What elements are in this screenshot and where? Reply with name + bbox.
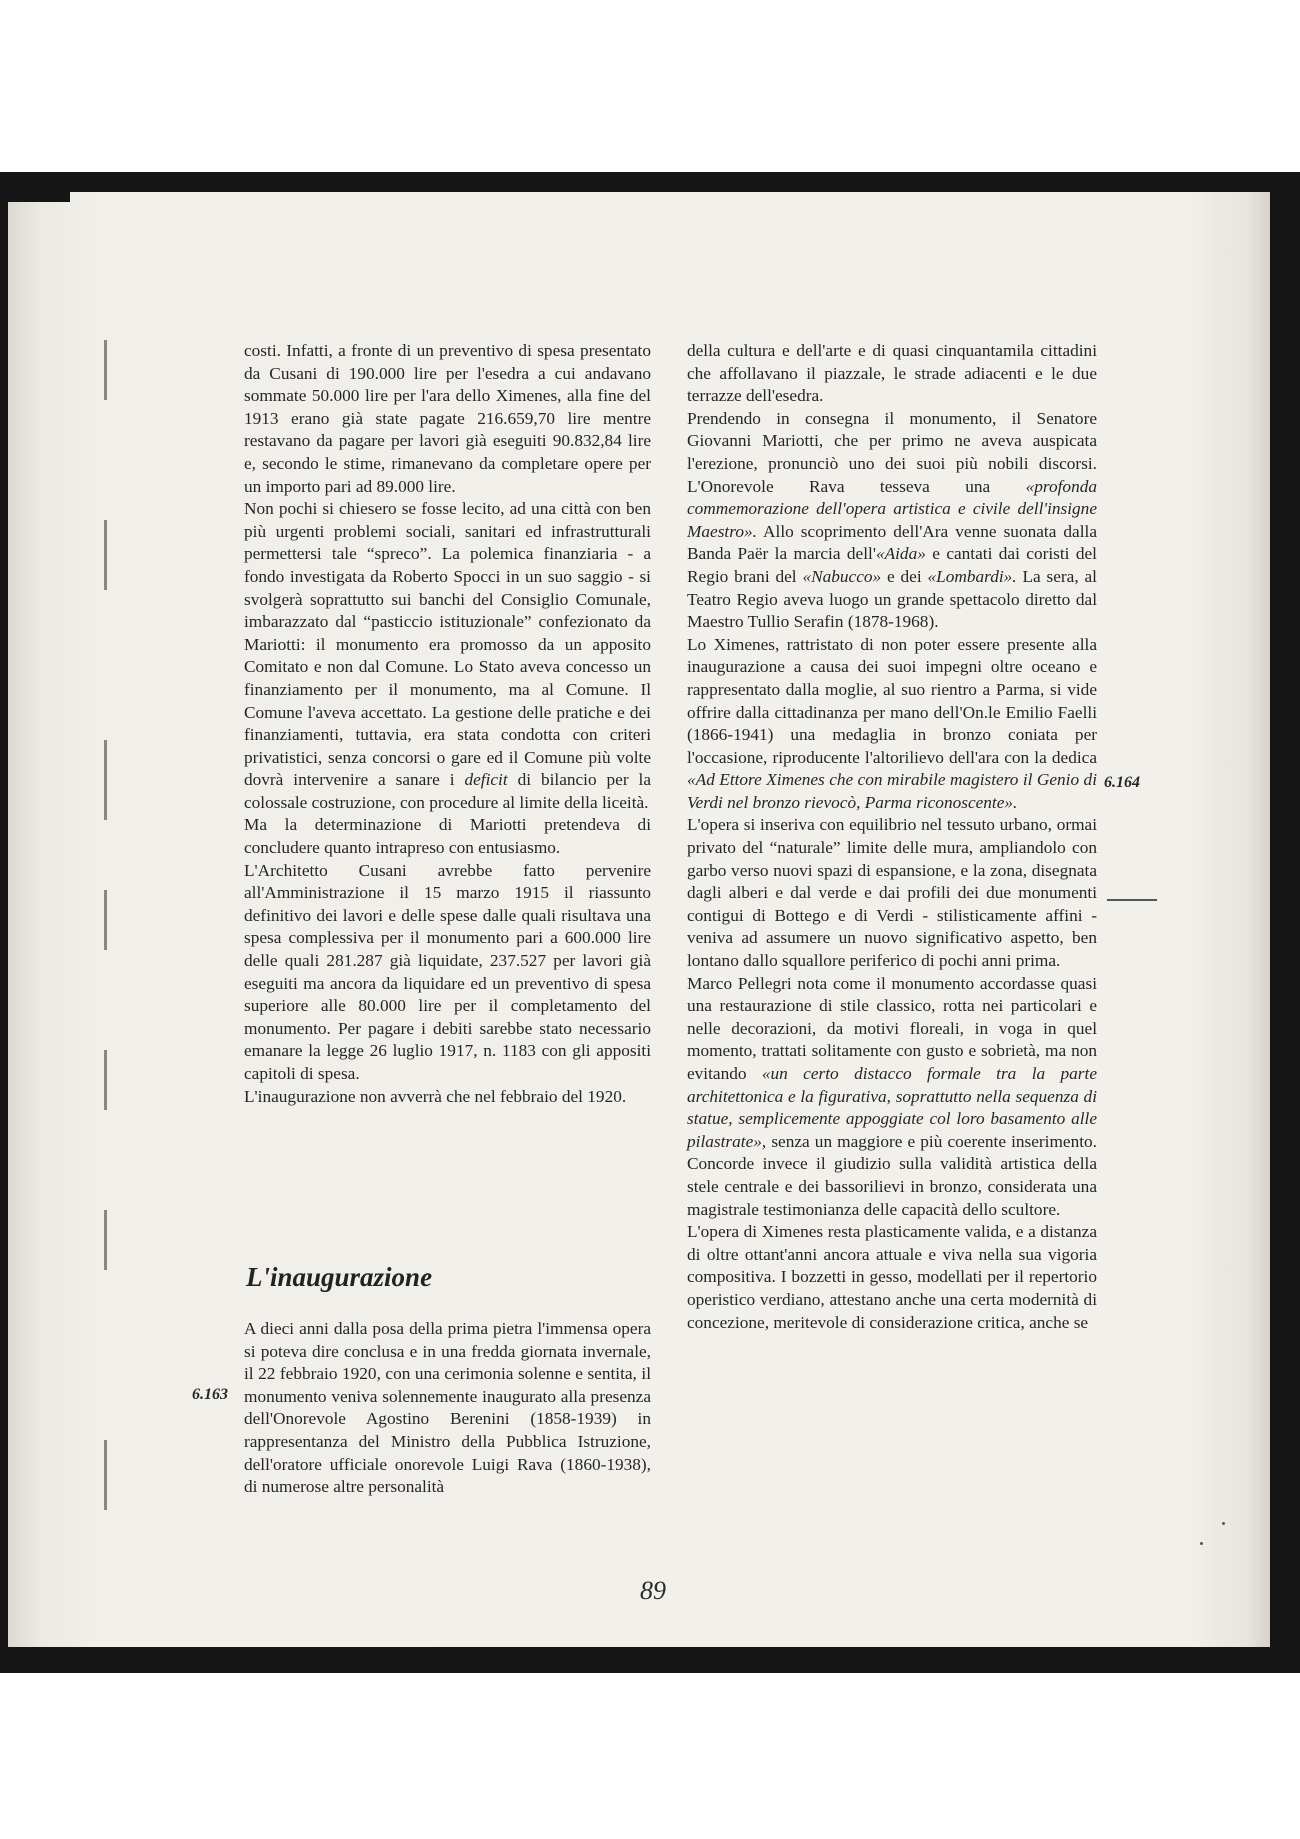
quotation: «profonda commemorazione dell'opera artistica e civile dell'insigne Maestro». — [687, 476, 1097, 541]
paragraph: L'opera si inseriva con equilibrio nel tessuto urbano, ormai privato del “naturale” limite delle mura, ampliandolo con garbo verso nuovi spazi di espansione, e la zona, disegnata dagli alberi e dal verde e dai profili dei due monumenti contigui di Bottego e di Verdi - stilisticamente affini - veniva ad assumere un nuovo significativo aspetto, ben lontano dallo squallore periferico di pochi anni prima. — [687, 815, 1097, 971]
paragraph: costi. Infatti, a fronte di un preventivo di spesa presentato da Cusani di 190.000 lire per l'esedra a cui andavano sommate 50.000 lire per l'ara dello Ximenes, alla fine del 1913 erano già state pagate 216.659,70 lire mentre restavano da pagare per lavori già eseguiti 90.832,84 lire e, secondo le stime, rimanevano da completare opere per un importo pari ad 89.000 lire. — [244, 341, 651, 496]
paragraph — [687, 973, 1097, 1222]
page-number: 89 — [640, 1576, 666, 1605]
paragraph-text: e dei — [887, 566, 922, 586]
gutter-mark — [104, 340, 107, 400]
scan-background — [0, 0, 1300, 172]
paragraph: A dieci anni dalla posa della prima pietra l'immensa opera si poteva dire conclusa e in una fredda giornata invernale, il 22 febbraio 1920, con una cerimonia solenne e sentita, il monumento veniva solennemente inaugurato alla presenza dell'Onorevole Agostino Berenini (1858-1939) in rappresentanza del Ministro della Pubblica Istruzione, dell'oratore ufficiale onorevole Luigi Rava (1860-1938), di numerose altre personalità — [244, 1319, 651, 1497]
figure-reference: 6.163 — [192, 1386, 228, 1403]
gutter-mark — [104, 740, 107, 820]
paragraph: Ma la determinazione di Mariotti pretendeva di concludere quanto intrapreso con entusiasmo. — [244, 815, 651, 858]
quotation: «Ad Ettore Ximenes che con mirabile magistero il Genio di Verdi nel bronzo rievocò, Parma riconoscente». — [687, 770, 1097, 812]
paragraph-text: Lo Ximenes, rattristato di non poter essere presente alla inaugurazione a causa dei suoi impegni oltre oceano e rappresentato dalla moglie, al suo rientro a Parma, si vide offrire dalla cittadinanza per mano dell'On.le Emilio Faelli (1866-1941) una medaglia in bronzo coniata per l'occasione, riproducente l'altorilievo dell'ara con la dedica — [687, 634, 1097, 767]
gutter-mark — [104, 890, 107, 950]
paragraph-text: Non pochi si chiesero se fosse lecito, ad una città con ben più urgenti problemi sociali, sanitari ed infrastrutturali permettersi tale “spreco”. La polemica finanziaria - a fondo investigata da Roberto Spocci in un suo saggio - si svolgerà soprattutto sui banchi del Consiglio Comunale, imbarazzato dal “pasticcio istituzionale” confezionato da Mariotti: il monumento era promosso da un apposito Comitato e non dal Comune. Lo Stato aveva concesso un finanziamento per il monumento, ma al Comune. Il Comune l'aveva accettato. La gestione delle pratiche e dei finanziamenti, tuttavia, era stata condotta con criteri privatistici, senza concorsi o gare ed il Comune più volte dovrà intervenire a sanare i — [244, 499, 651, 790]
gutter-mark — [104, 1440, 107, 1510]
scan-speck — [1222, 1522, 1225, 1525]
paragraph-text: Marco Pellegri nota come il monumento accordasse quasi una restaurazione di stile classico, rotta nei particolari e nelle decorazioni, da motivi floreali, in voga in quel momento, trattati solitamente con gusto e sobrietà, ma non evitando — [687, 973, 1097, 1083]
gutter-mark — [104, 1050, 107, 1110]
italic-term: deficit — [464, 770, 508, 790]
paragraph-text: Allo scoprimento dell'Ara venne suonata dalla Banda Paër la marcia dell' — [687, 521, 1097, 564]
paragraph-text: senza un maggiore e più coerente inserimento. Concorde invece il giudizio sulla validità artistica della stele centrale e dei bassorilievi in bronzo, considerata una magistrale testimonianza delle capacità dello scultore. — [687, 1131, 1097, 1219]
left-column-lower — [244, 1318, 651, 1499]
gutter-mark — [104, 1210, 107, 1270]
quotation: «un certo distacco formale tra la parte architettonica e la figurativa, soprattutto nella sequenza di statue, semplicemente appoggiate col loro basamento alle pilastrate», — [687, 1064, 1097, 1151]
scan-speck — [1200, 1542, 1203, 1545]
margin-rule — [1107, 899, 1157, 901]
paragraph: L'inaugurazione non avverrà che nel febbraio del 1920. — [244, 1086, 627, 1106]
quotation: «Lombardi». — [927, 566, 1017, 586]
paragraph: L'Architetto Cusani avrebbe fatto pervenire all'Amministrazione il 15 marzo 1915 il riassunto definitivo dei lavori e delle spese dalle quali risultava una spesa complessiva per il monumento pari a 600.000 lire delle quali 281.287 già liquidate, 237.527 per lavori già eseguiti ma ancora da liquidare ed un preventivo di spesa superiore alle 80.000 lire per il completamento del monumento. Per pagare i debiti sarebbe stato necessario emanare la legge 26 luglio 1917, n. 1183 con gli appositi capitoli di spesa. — [244, 860, 651, 1083]
gutter-mark — [104, 520, 107, 590]
paragraph: della cultura e dell'arte e di quasi cinquantamila cittadini che affollavano il piazzale, le strade adiacenti e le due terrazze dell'esedra. — [687, 341, 1097, 406]
paragraph — [244, 498, 651, 814]
right-column — [687, 340, 1097, 1334]
section-heading: L'inaugurazione — [246, 1262, 433, 1292]
paragraph-text: La sera, al Teatro Regio aveva luogo un grande spettacolo diretto dal Maestro Tullio Serafin (1878-1968). — [687, 566, 1097, 632]
paragraph — [687, 634, 1097, 815]
quotation: «Aida» — [875, 544, 926, 564]
figure-reference: 6.164 — [1104, 774, 1140, 791]
quotation: «Nabucco» — [802, 566, 882, 586]
left-column — [244, 340, 651, 1108]
paragraph-text: e cantati dai coristi del Regio brani del — [687, 544, 1097, 586]
paragraph-text: di bilancio per la colossale costruzione, con procedure al limite della liceità. — [244, 770, 652, 812]
paragraph: L'opera di Ximenes resta plasticamente valida, e a distanza di oltre ottant'anni ancora attuale e viva nella sua vigoria compositiva. I bozzetti in gesso, modellati per il repertorio operistico verdiano, attestano anche una certa modernità di concezione, meritevole di considerazione critica, anche se — [687, 1222, 1097, 1332]
page-corner-shadow — [0, 172, 70, 202]
paragraph-text: Prendendo in consegna il monumento, il Senatore Giovanni Mariotti, che per primo ne aveva auspicata l'erezione, pronunciò uno dei suoi più nobili discorsi. L'Onorevole Rava tesseva una — [687, 408, 1097, 496]
paragraph — [687, 408, 1097, 634]
